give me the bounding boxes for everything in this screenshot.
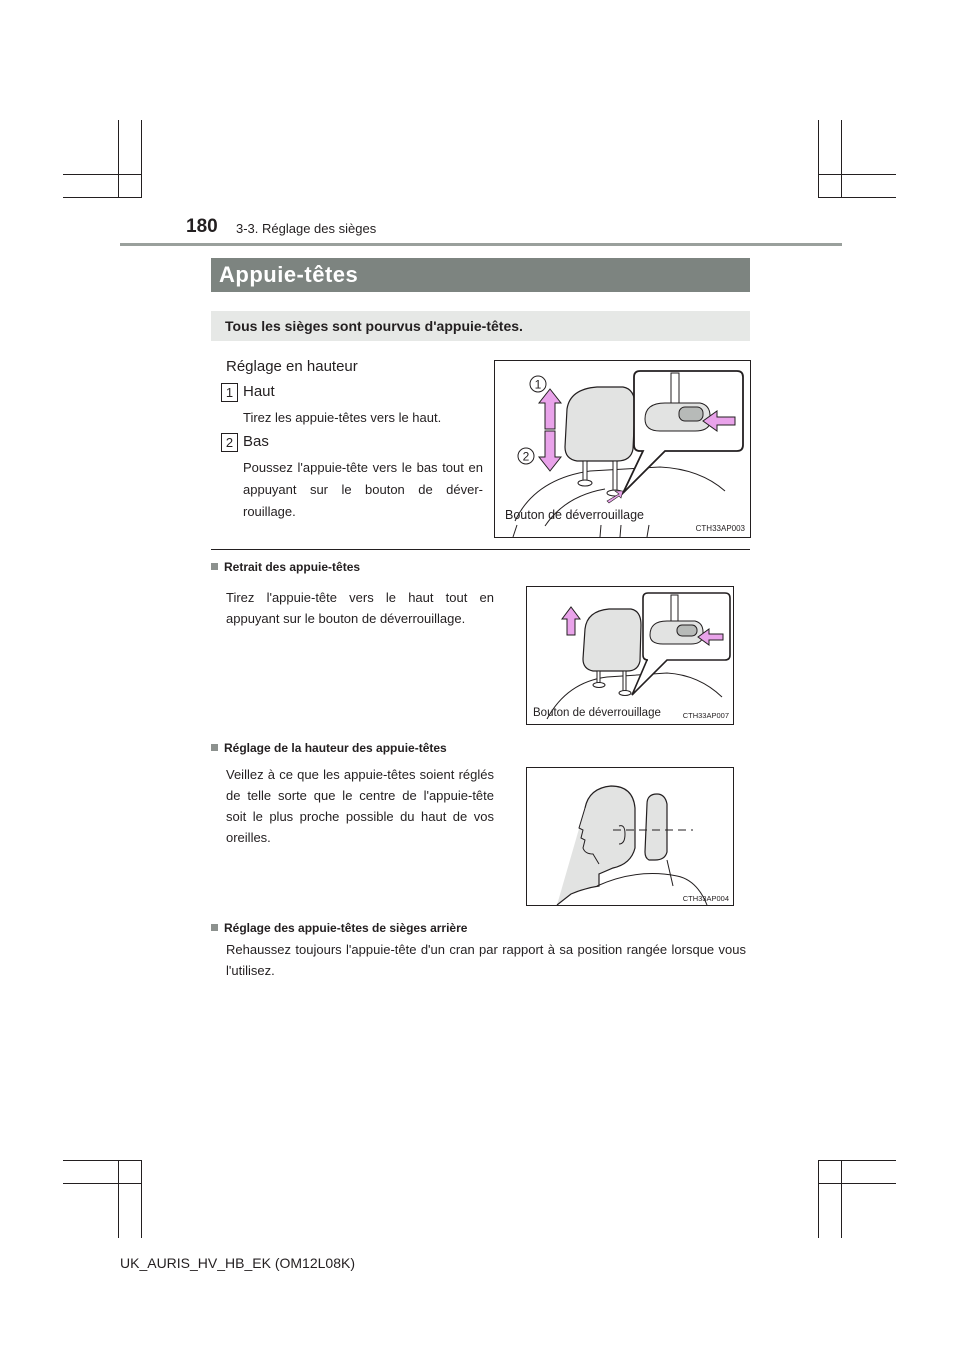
rear-text: Rehaussez toujours l'appuie-tête d'un cran par rapport à sa position rangée lorsque vous l'utilisez. bbox=[226, 942, 746, 978]
page-title: Appuie-têtes bbox=[211, 258, 750, 292]
step-label-down: Bas bbox=[243, 433, 269, 450]
removal-heading: Retrait des appuie-têtes bbox=[211, 560, 360, 574]
crop-mark bbox=[818, 1160, 819, 1238]
headrest-height-figure bbox=[494, 360, 751, 538]
intro-text: Tous les sièges sont pourvus d'appuie-têtes. bbox=[211, 311, 750, 341]
rear-heading: Réglage des appuie-têtes de sièges arrière bbox=[211, 921, 467, 935]
section-title: 3-3. Réglage des sièges bbox=[236, 221, 377, 236]
step-desc-down: Poussez l'appuie-tête vers le bas tout en appuyant sur le bouton de déver-rouillage. bbox=[243, 460, 483, 519]
crop-mark bbox=[841, 120, 842, 198]
figure-code: CTH33AP003 bbox=[695, 524, 745, 533]
header-rule bbox=[120, 243, 842, 246]
height-adjust-heading: Réglage en hauteur bbox=[226, 358, 358, 375]
step-label-up: Haut bbox=[243, 383, 275, 400]
crop-mark bbox=[818, 120, 819, 198]
step-number-2: 2 bbox=[221, 433, 238, 452]
footer-code: UK_AURIS_HV_HB_EK (OM12L08K) bbox=[120, 1255, 355, 1271]
step-desc-up: Tirez les appuie-têtes vers le haut. bbox=[243, 410, 442, 425]
crop-mark bbox=[818, 197, 896, 198]
crop-mark bbox=[63, 1160, 141, 1161]
figure-code: CTH33AP007 bbox=[682, 711, 729, 720]
bullet-icon bbox=[211, 924, 218, 931]
crop-mark bbox=[141, 1160, 142, 1238]
callout-2: 2 bbox=[522, 449, 530, 464]
crop-mark bbox=[818, 1160, 896, 1161]
crop-mark bbox=[118, 120, 119, 198]
headrest-removal-figure bbox=[526, 586, 734, 725]
crop-mark bbox=[63, 174, 141, 175]
removal-text: Tirez l'appuie-tête vers le haut tout en appuyant sur le bouton de déverrouillage. bbox=[226, 590, 494, 626]
bullet-icon bbox=[211, 563, 218, 570]
figure-code: CTH33AP004 bbox=[682, 894, 729, 903]
head-position-figure bbox=[526, 767, 734, 906]
release-button-label: Bouton de déverrouillage bbox=[533, 707, 661, 719]
release-button-label: Bouton de déverrouillage bbox=[505, 508, 644, 522]
crop-mark bbox=[818, 1183, 896, 1184]
height-position-heading: Réglage de la hauteur des appuie-têtes bbox=[211, 741, 447, 755]
section-divider bbox=[211, 549, 750, 550]
bullet-icon bbox=[211, 744, 218, 751]
crop-mark bbox=[63, 197, 141, 198]
crop-mark bbox=[118, 1160, 119, 1238]
height-position-text: Veillez à ce que les appuie-têtes soient réglés de telle sorte que le centre de l'appuie-tête soit le plus proche possible du haut de vos oreilles. bbox=[226, 767, 494, 845]
step-number-1: 1 bbox=[221, 383, 238, 402]
crop-mark bbox=[141, 120, 142, 198]
crop-mark bbox=[841, 1160, 842, 1238]
callout-1: 1 bbox=[534, 377, 542, 392]
page-number: 180 bbox=[186, 216, 218, 237]
crop-mark bbox=[818, 174, 896, 175]
crop-mark bbox=[63, 1183, 141, 1184]
